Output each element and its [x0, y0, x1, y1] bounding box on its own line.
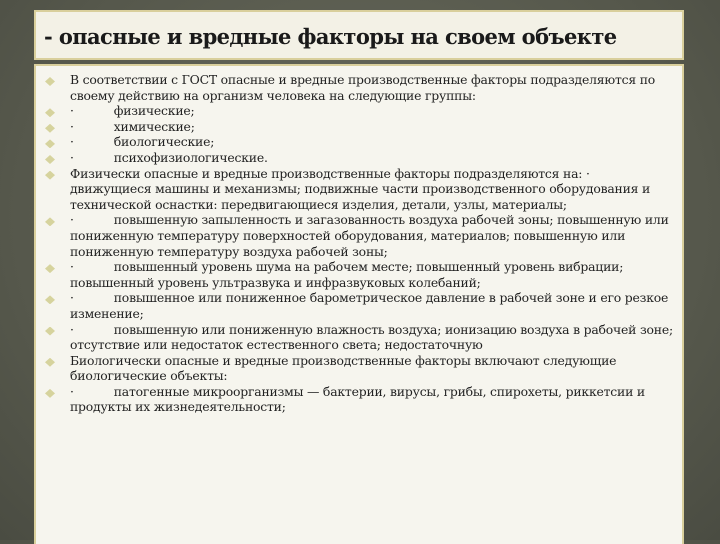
dot-marker: ·: [70, 259, 74, 275]
list-item: [36, 353, 682, 384]
item-text: химические;: [113, 118, 195, 134]
item-text: физические;: [113, 103, 195, 119]
list-item: [36, 119, 682, 135]
item-text: В соответствии с ГОСТ опасные и вредные производственные факторы подразделяются по своему действию на организм человека на следующие группы:: [70, 72, 656, 103]
dot-marker: ·: [70, 321, 74, 337]
dot-marker: ·: [70, 103, 74, 119]
dot-marker: ·: [70, 134, 74, 150]
item-text: Биологически опасные и вредные производственные факторы включают следующие биологические объекты:: [70, 352, 617, 384]
item-text: Физически опасные и вредные производственные факторы подразделяются на: · движущиеся машины и механизмы; подвижные части производственного оборудования и технической оснастки: передвигающиеся изделия, детали, узлы, материалы;: [70, 165, 651, 212]
item-text: биологические;: [113, 134, 215, 150]
diamond-bullet-icon: [45, 295, 55, 304]
item-text: психофизиологические.: [113, 149, 268, 165]
content-box: [34, 64, 684, 544]
diamond-bullet-icon: [45, 77, 55, 86]
list-item: [36, 134, 682, 150]
item-text: повышенную или пониженную влажность воздуха; ионизацию воздуха в рабочей зоне; отсутствие или недостаток естественного света; недостаточную: [70, 321, 673, 353]
dot-marker: ·: [70, 290, 74, 306]
dot-marker: ·: [70, 149, 74, 165]
diamond-bullet-icon: [45, 108, 55, 117]
bullet-list: [36, 72, 682, 415]
diamond-bullet-icon: [45, 139, 55, 148]
item-text: повышенную запыленность и загазованность воздуха рабочей зоны; повышенную или пониженную температуру поверхностей оборудования, материалов; повышенную или пониженную температуру воздуха рабочей зоны;: [70, 212, 669, 259]
diamond-bullet-icon: [45, 124, 55, 133]
diamond-bullet-icon: [45, 327, 55, 336]
item-text: повышенный уровень шума на рабочем месте; повышенный уровень вибрации; повышенный уровень ультразвука и инфразвуковых колебаний;: [70, 259, 624, 290]
diamond-bullet-icon: [45, 358, 55, 367]
list-item: [36, 72, 682, 103]
title-box: [34, 10, 684, 60]
item-text: патогенные микроорганизмы — бактерии, вирусы, грибы, спирохеты, риккетсии и продукты их жизнедеятельности;: [70, 383, 645, 415]
dot-marker: ·: [70, 383, 74, 399]
list-item: [36, 166, 682, 213]
list-item: [36, 259, 682, 290]
dot-marker: ·: [70, 212, 74, 228]
list-item: [36, 103, 682, 119]
dot-marker: ·: [70, 118, 74, 134]
list-item: [36, 212, 682, 259]
list-item: [36, 322, 682, 353]
diamond-bullet-icon: [45, 155, 55, 164]
slide-title: - опасные и вредные факторы на своем объекте: [44, 24, 617, 49]
list-item: [36, 384, 682, 415]
diamond-bullet-icon: [45, 217, 55, 226]
list-item: [36, 290, 682, 321]
diamond-bullet-icon: [45, 264, 55, 273]
diamond-bullet-icon: [45, 171, 55, 180]
list-item: [36, 150, 682, 166]
item-text: повышенное или пониженное барометрическое давление в рабочей зоне и его резкое изменение;: [70, 290, 669, 321]
diamond-bullet-icon: [45, 389, 55, 398]
